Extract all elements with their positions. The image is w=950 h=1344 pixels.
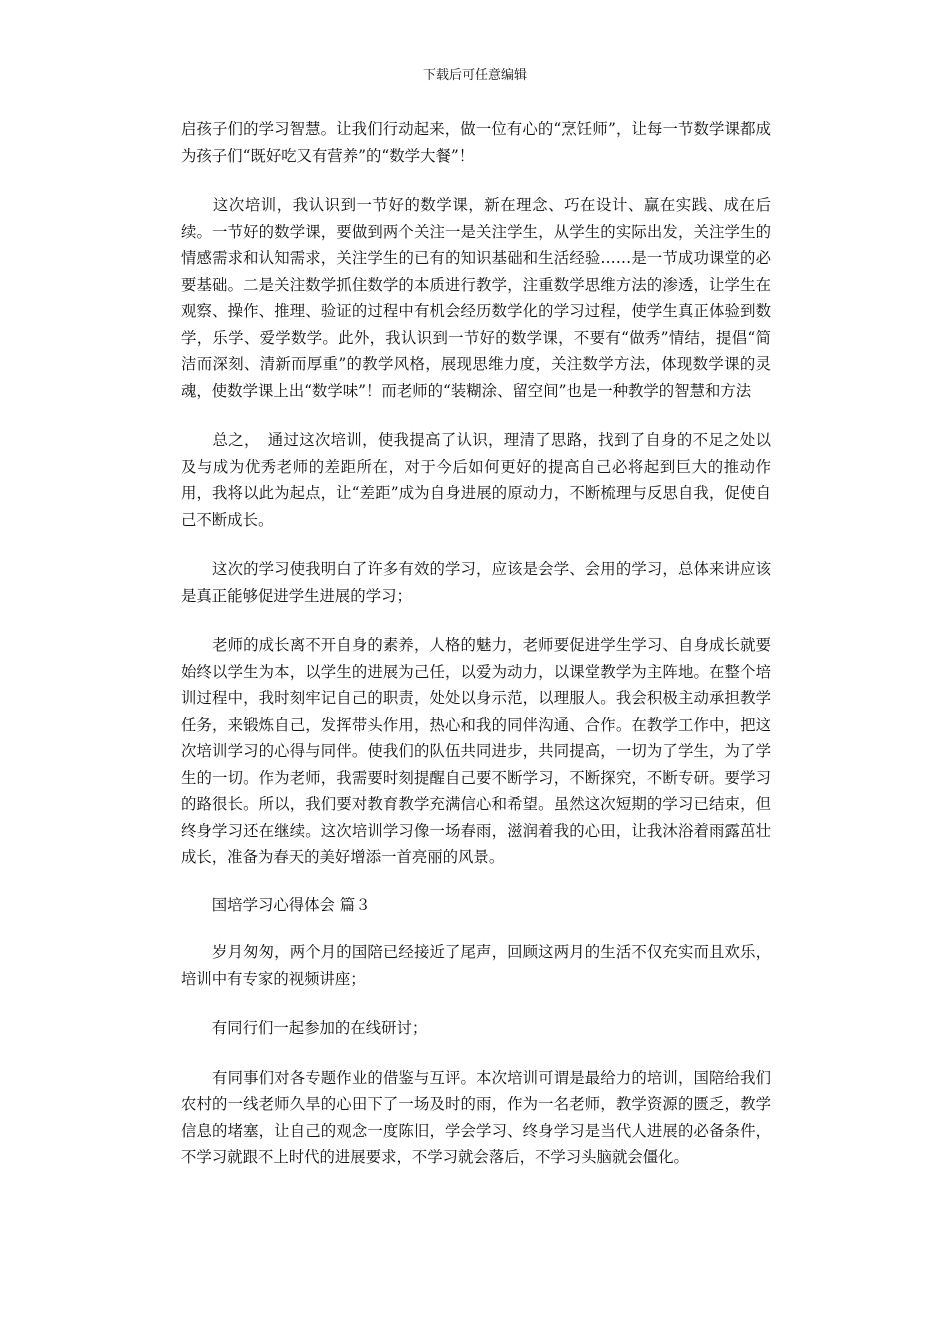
- section-heading: 国培学习心得体会 篇３: [181, 895, 371, 914]
- paragraph-peer-review: 有同事们对各专题作业的借鉴与互评。本次培训可谓是最给力的培训，国陪给我们农村的一线老师久旱的心田下了一场及时的雨，作为一名老师，教学资源的匮乏，教学信息的堵塞，让自己的观念一度陈旧，学会学习、终身学习是当代人进展的必备条件，不学习就跟不上时代的进展要求，不学习就会落后，不学习头脑就会僵化。: [181, 1068, 771, 1166]
- paragraph-continuation: 启孩子们的学习智慧。让我们行动起来，做一位有心的“烹饪师”，让每一节数学课都成为孩子们“既好吃又有营养”的“数学大餐”！: [181, 120, 771, 165]
- paragraph-summary: 总之， 通过这次培训，使我提高了认识，理清了思路，找到了自身的不足之处以及与成为优秀老师的差距所在，对于今后如何更好的提高自己必将起到巨大的推动作用，我将以此为起点，让“差距”成为自身进展的原动力，不断梳理与反思自我，促使自己不断成长。: [181, 431, 771, 529]
- paragraph-gap: [181, 533, 771, 556]
- paragraph-teacher-growth: 老师的成长离不开自身的素养，人格的魅力，老师要促进学生学习、自身成长就要始终以学生为本，以学生的进展为己任，以爱为动力，以课堂教学为主阵地。在整个培训过程中，我时刻牢记自己的职责，处处以身示范，以理服人。我会积极主动承担教学任务，来锻炼自己，发挥带头作用，热心和我的同伴沟通、合作。在教学工作中，把这次培训学习的心得与同伴。使我们的队伍共同进步，共同提高，一切为了学生，为了学生的一切。作为老师，我需要时刻提醒自己要不断学习，不断探究，不断专研。要学习的路很长。所以，我们要对教育教学充满信心和希望。虽然这次短期的学习已结束，但终身学习还在继续。这次培训学习像一场春雨，滋润着我的心田，让我沐浴着雨露茁壮成长，准备为春天的美好增添一首亮丽的风景。: [181, 636, 771, 866]
- paragraph-gap: [181, 404, 771, 427]
- paragraph-time-flies: 岁月匆匆，两个月的国陪已经接近了尾声，回顾这两月的生活不仅充实而且欢乐，培训中有专家的视频讲座；: [181, 943, 771, 988]
- document-body: [181, 116, 771, 1171]
- paragraph-gap: [181, 1042, 771, 1065]
- paragraph-gap: [181, 871, 771, 892]
- paragraph-gap: [181, 169, 771, 192]
- paragraph-math-lesson: 这次培训，我认识到一节好的数学课，新在理念、巧在设计、赢在实践、成在后续。一节好的数学课，要做到两个关注一是关注学生，从学生的实际出发，关注学生的情感需求和认知需求，关注学生的已有的知识基础和生活经验……是一节成功课堂的必要基础。二是关注数学抓住数学的本质进行教学，注重数学思维方法的渗透，让学生在观察、操作、推理、验证的过程中有机会经历数学化的学习过程，使学生真正体验到数学，乐学、爱学数学。此外，我认识到一节好的数学课，不要有“做秀”情结，提倡“简洁而深刻、清新而厚重”的教学风格，展现思维力度，关注数学方法，体现数学课的灵魂，使数学课上出“数学味”！而老师的“装糊涂、留空间”也是一种教学的智慧和方法: [181, 196, 771, 400]
- paragraph-effective-learning: 这次的学习使我明白了许多有效的学习，应该是会学、会用的学习，总体来讲应该是真正能够促进学生进展的学习；: [181, 560, 771, 605]
- page-header: 下载后可任意编辑: [422, 68, 527, 83]
- paragraph-gap: [181, 918, 771, 939]
- paragraph-gap: [181, 609, 771, 632]
- paragraph-gap: [181, 992, 771, 1015]
- paragraph-online-discussion: 有同行们一起参加的在线研讨；: [181, 1019, 428, 1037]
